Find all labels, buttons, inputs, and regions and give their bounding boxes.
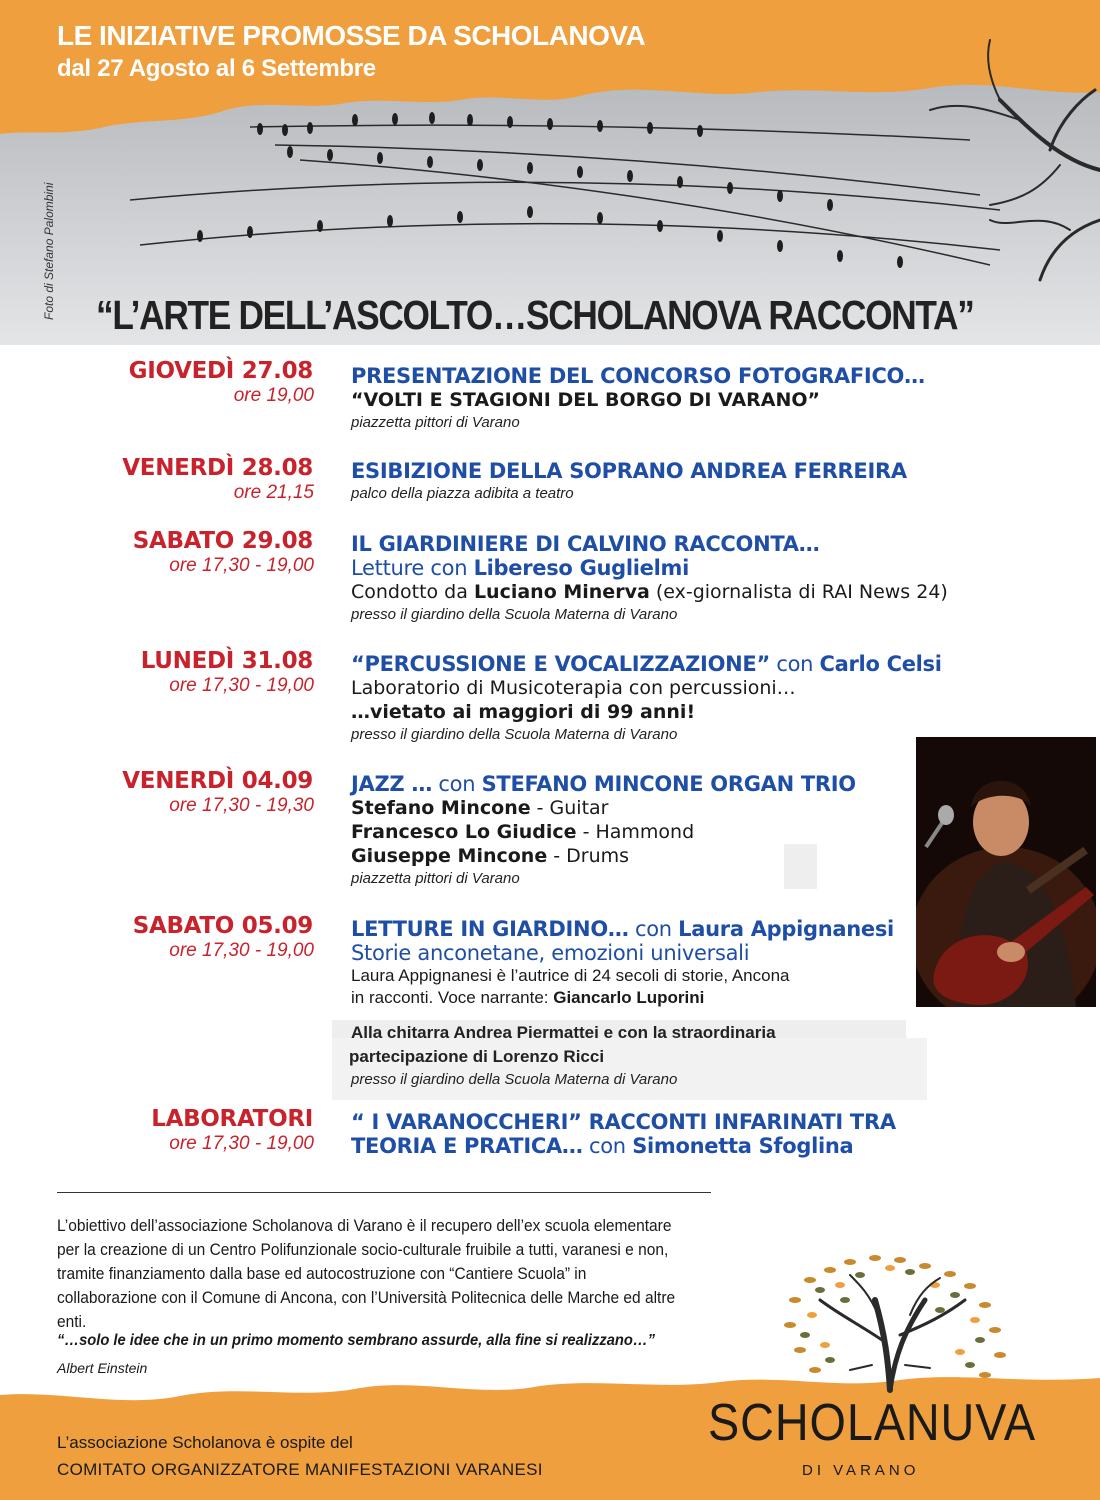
event-day: SABATO 29.08	[132, 528, 313, 554]
logo-name: SCHOLANUVA	[708, 1394, 1037, 1452]
event-guest: partecipazione di Lorenzo Ricci	[349, 1047, 605, 1066]
event-time: ore 17,30 - 19,30	[169, 795, 314, 816]
event-subtitle: “VOLTI E STAGIONI DEL BORGO DI VARANO”	[351, 389, 821, 411]
header-title: LE INIZIATIVE PROMOSSE DA SCHOLANOVA	[57, 20, 646, 51]
event-day: GIOVEDÌ 27.08	[128, 358, 313, 384]
event-title	[351, 772, 971, 796]
event-title-2	[351, 1134, 971, 1158]
quote: “…solo le idee che in un primo momento sembrano assurde, alla fine si realizzano…”	[57, 1332, 655, 1349]
event-title-name: Laura Appignanesi	[678, 917, 894, 941]
event-venue: presso il giardino della Scuola Materna di Varano	[351, 606, 678, 623]
event-narrator-name: Giancarlo Luporini	[553, 988, 705, 1007]
logo-subtitle: DI VARANO	[802, 1462, 920, 1479]
event-day: LABORATORI	[151, 1106, 313, 1132]
member-role: - Drums	[547, 845, 630, 867]
member-name: Francesco Lo Giudice	[351, 821, 577, 843]
grey-placeholder	[784, 844, 817, 889]
host-organization: COMITATO ORGANIZZATORE MANIFESTAZIONI VARANESI	[57, 1460, 543, 1479]
event-guitar: Alla chitarra Andrea Piermattei e con la straordinaria	[351, 1023, 776, 1042]
event-venue: presso il giardino della Scuola Materna di Varano	[351, 1071, 678, 1088]
event-venue: piazzetta pittori di Varano	[351, 870, 520, 887]
event-title-with: con	[628, 917, 679, 941]
event-narrator-prefix: in racconti. Voce narrante:	[351, 988, 554, 1007]
event-title: PRESENTAZIONE DEL CONCORSO FOTOGRAFICO…	[351, 364, 925, 388]
event-time: ore 19,00	[233, 385, 314, 406]
member-role: - Guitar	[530, 797, 609, 819]
band-member	[351, 844, 971, 868]
event-title-name: Simonetta Sfoglina	[632, 1134, 854, 1158]
event-time: ore 21,15	[233, 482, 314, 503]
event-title-text: LETTURE IN GIARDINO…	[351, 917, 629, 941]
event-conductor-prefix: Condotto da	[351, 581, 474, 603]
event-title-name: STEFANO MINCONE ORGAN TRIO	[481, 772, 856, 796]
event-subtitle-name: Libereso Guglielmi	[473, 556, 690, 580]
event-description: Laboratorio di Musicoterapia con percussioni…	[351, 677, 796, 699]
event-day: VENERDÌ 04.09	[122, 768, 313, 794]
event-venue: piazzetta pittori di Varano	[351, 414, 520, 431]
event-time: ore 17,30 - 19,00	[169, 940, 314, 961]
main-title: “L’ARTE DELL’ASCOLTO…SCHOLANOVA RACCONTA”	[96, 292, 974, 338]
event-description: Laura Appignanesi è l’autrice di 24 secoli di storie, Ancona	[351, 966, 790, 985]
event-time: ore 17,30 - 19,00	[169, 1133, 314, 1154]
header-dates: dal 27 Agosto al 6 Settembre	[57, 55, 376, 82]
host-line: L’associazione Scholanova è ospite del	[57, 1433, 353, 1452]
event-time: ore 17,30 - 19,00	[169, 555, 314, 576]
event-title-text: “PERCUSSIONE E VOCALIZZAZIONE”	[351, 652, 770, 676]
event-title-with: con	[769, 652, 820, 676]
event-day: SABATO 05.09	[132, 913, 313, 939]
event-note: …vietato ai maggiori di 99 anni!	[351, 701, 696, 723]
quote-author: Albert Einstein	[57, 1360, 148, 1376]
event-subtitle	[351, 556, 971, 580]
member-name: Stefano Mincone	[351, 797, 531, 819]
event-conductor-name: Luciano Minerva	[473, 581, 650, 603]
event-title-with: con	[432, 772, 482, 796]
band-member	[351, 820, 971, 844]
event-title-name: Carlo Celsi	[819, 652, 942, 676]
event-title	[351, 917, 971, 941]
event-narrator	[351, 987, 971, 1009]
event-time: ore 17,30 - 19,00	[169, 675, 314, 696]
event-day: VENERDÌ 28.08	[122, 455, 313, 481]
event-title: IL GIARDINIERE DI CALVINO RACCONTA…	[351, 532, 820, 556]
musician-photo	[916, 737, 1096, 1007]
association-description: L’obiettivo dell’associazione Scholanova di Varano è il recupero dell’ex scuola elementare per la creazione di un Centro Polifunzionale socio-culturale fruibile a tutti, varanesi e non, tramite finanziamento dalla base ed autocostruzione con “Cantiere Scuola” in collaborazione con il Comune di Ancona, con l’Università Politecnica delle Marche ed altre enti.	[57, 1217, 676, 1331]
event-conductor-note: (ex-giornalista di RAI News 24)	[649, 581, 948, 603]
band-member	[351, 796, 971, 820]
event-subtitle-prefix: Letture con	[351, 556, 474, 580]
event-day: LUNEDÌ 31.08	[140, 648, 313, 674]
member-name: Giuseppe Mincone	[351, 845, 548, 867]
event-venue: presso il giardino della Scuola Materna di Varano	[351, 726, 678, 743]
event-title: ESIBIZIONE DELLA SOPRANO ANDREA FERREIRA	[351, 459, 907, 483]
event-title-with: con	[582, 1134, 633, 1158]
member-role: - Hammond	[576, 821, 695, 843]
event-title-text: JAZZ …	[351, 772, 433, 796]
photo-credit: Foto di Stefano Palombini	[42, 182, 56, 320]
event-title: “ I VARANOCCHERI” RACCONTI INFARINATI TRA	[351, 1110, 896, 1134]
header-banner	[0, 0, 1100, 345]
event-conductor	[351, 580, 971, 604]
event-title	[351, 652, 971, 676]
event-title-text: TEORIA E PRATICA…	[351, 1134, 583, 1158]
event-venue: palco della piazza adibita a teatro	[351, 485, 574, 502]
divider	[57, 1192, 711, 1193]
event-subtitle: Storie anconetane, emozioni universali	[351, 941, 750, 965]
